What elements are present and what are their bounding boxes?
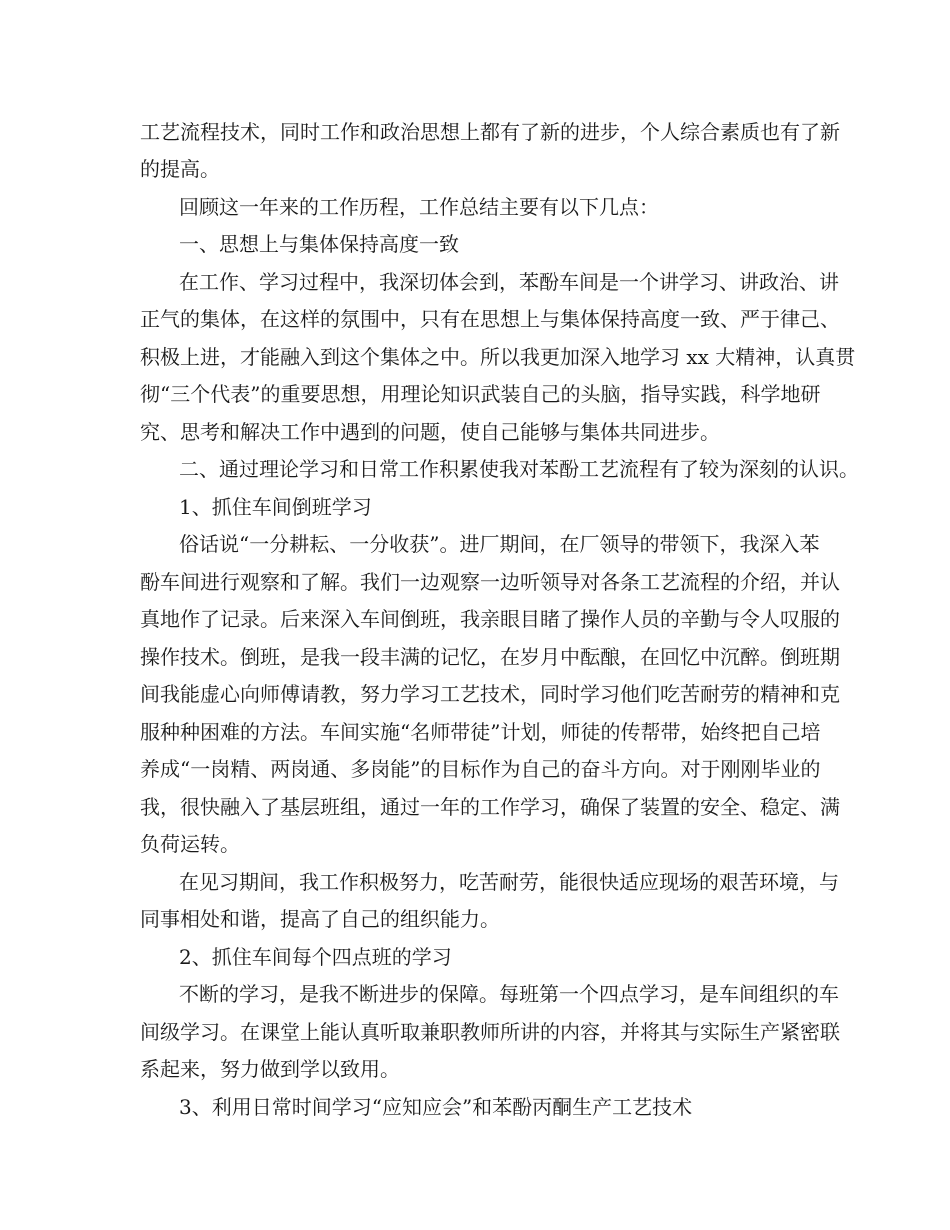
paragraph-line: 彻“三个代表”的重要思想，用理论知识武装自己的头脑，指导实践，科学地研 bbox=[140, 382, 821, 406]
paragraph-line: 正气的集体，在这样的氛围中，只有在思想上与集体保持高度一致、严于律己、 bbox=[140, 307, 840, 331]
paragraph-line: 操作技术。倒班，是我一段丰满的记忆，在岁月中酝酿，在回忆中沉醉。倒班期 bbox=[140, 645, 840, 669]
paragraph-line: 酚车间进行观察和了解。我们一边观察一边听领导对各条工艺流程的介绍，并认 bbox=[140, 570, 840, 594]
paragraph-line: 不断的学习，是我不断进步的保障。每班第一个四点学习，是车间组织的车 bbox=[179, 982, 839, 1006]
subsection-heading: 1、抓住车间倒班学习 bbox=[179, 495, 372, 519]
paragraph-line: 系起来，努力做到学以致用。 bbox=[140, 1057, 400, 1081]
paragraph-line: 究、思考和解决工作中遇到的问题，使自己能够与集体共同进步。 bbox=[140, 420, 720, 444]
paragraph-line: 工艺流程技术，同时工作和政治思想上都有了新的进步，个人综合素质也有了新 bbox=[140, 120, 840, 144]
paragraph-line: 间级学习。在课堂上能认真听取兼职教师所讲的内容，并将其与实际生产紧密联 bbox=[140, 1020, 840, 1044]
paragraph-line: 的提高。 bbox=[140, 157, 220, 181]
paragraph-line: 养成“一岗精、两岗通、多岗能”的目标作为自己的奋斗方向。对于刚刚毕业的 bbox=[140, 757, 821, 781]
paragraph-line: 在见习期间，我工作积极努力，吃苦耐劳，能很快适应现场的艰苦环境，与 bbox=[179, 870, 839, 894]
paragraph-line: 真地作了记录。后来深入车间倒班，我亲眼目睹了操作人员的辛勤与令人叹服的 bbox=[140, 607, 840, 631]
paragraph-line: 服种种困难的方法。车间实施“名师带徒”计划，师徒的传帮带，始终把自己培 bbox=[140, 720, 821, 744]
paragraph-line: 回顾这一年来的工作历程，工作总结主要有以下几点： bbox=[179, 195, 659, 219]
paragraph-line: 间我能虚心向师傅请教，努力学习工艺技术，同时学习他们吃苦耐劳的精神和克 bbox=[140, 682, 840, 706]
paragraph-line: 俗话说“一分耕耘、一分收获”。进厂期间，在厂领导的带领下，我深入苯 bbox=[179, 532, 820, 556]
paragraph-line: 我，很快融入了基层班组，通过一年的工作学习，确保了装置的安全、稳定、满 bbox=[140, 795, 840, 819]
paragraph-line: 积极上进，才能融入到这个集体之中。所以我更加深入地学习 xx 大精神，认真贯 bbox=[140, 345, 856, 369]
subsection-heading: 2、抓住车间每个四点班的学习 bbox=[179, 945, 452, 969]
paragraph-line: 同事相处和谐，提高了自己的组织能力。 bbox=[140, 907, 500, 931]
paragraph-line: 在工作、学习过程中，我深切体会到，苯酚车间是一个讲学习、讲政治、讲 bbox=[179, 270, 839, 294]
section-heading: 一、思想上与集体保持高度一致 bbox=[179, 232, 459, 256]
section-heading: 二、通过理论学习和日常工作积累使我对苯酚工艺流程有了较为深刻的认识。 bbox=[179, 457, 859, 481]
subsection-heading: 3、利用日常时间学习“应知应会”和苯酚丙酮生产工艺技术 bbox=[179, 1095, 693, 1119]
paragraph-line: 负荷运转。 bbox=[140, 832, 240, 856]
